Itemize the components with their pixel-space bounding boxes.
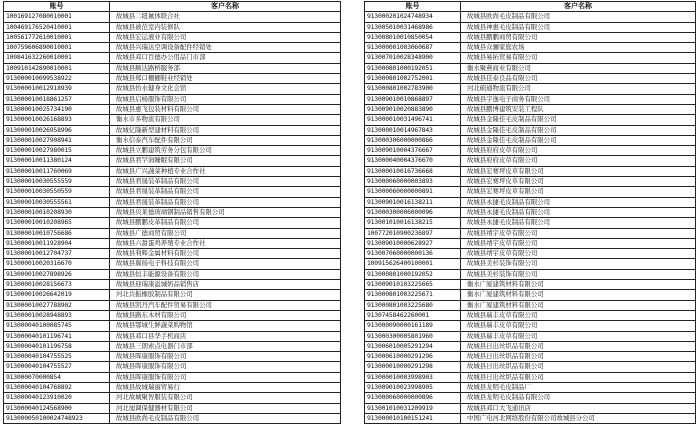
left-account-header: 账号 [4,2,110,12]
account-number: 913000040104755527 [4,362,110,372]
customer-name: 故城县美杉装饰有限公司 [461,259,696,269]
left-table-row [4,393,341,403]
customer-name: 故城县佳泰良品有限公司 [461,74,696,84]
account-number: 100759606890010001 [4,43,110,53]
customer-name: 衡水广厦建筑材料有限公司 [461,290,696,300]
customer-name: 河北旭调保健器材有限公司 [110,403,341,413]
customer-name: 衡水信泰汽车配件有限公司 [110,135,341,145]
account-number: 913000010011760069 [4,166,110,176]
right-table-row [365,238,696,248]
customer-name: 故城县晖康服饰有限公司 [110,352,341,362]
left-customer-header: 客户名称 [110,2,341,12]
left-table-row [4,32,341,42]
account-number: 913009010000628927 [365,238,461,248]
left-table-row [4,321,341,331]
customer-name: 故城县欧尚毛皮制品有限公司 [461,12,696,22]
right-table-row [365,84,696,94]
customer-name: 故城县惠飞包装材料有限公司 [110,104,341,114]
customer-name: 故城县宏赛坪皮草有限公司 [461,187,696,197]
account-number: 913000050100024748923 [4,413,110,423]
account-number: 913000010010208965 [4,218,110,228]
account-number: 913000040100085745 [4,321,110,331]
right-table-row [365,228,696,238]
customer-name: 故城县瑞丰皮草有限公司 [461,331,696,341]
account-number: 100841632260010001 [4,53,110,63]
right-table-row [365,372,696,382]
left-table-row [4,413,341,423]
account-number: 100469176520410001 [4,22,110,32]
account-number: 913006010005291294 [365,341,461,351]
account-number: 100561772610010001 [4,32,110,42]
account-number: 100910142890010001 [4,63,110,73]
right-table-row [365,352,696,362]
customer-name: 故城县宏赛坪皮草有限公司 [461,177,696,187]
account-number: 913000010027788902 [4,300,110,310]
customer-name: 故城县晖康服饰有限公司 [110,372,341,382]
customer-name: 故城县日出丝织品有限公司 [461,362,696,372]
right-table-row [365,125,696,135]
left-table-row [4,187,341,197]
right-table-row [365,187,696,197]
left-table-row [4,382,341,392]
account-number: 913000040004376670 [365,156,461,166]
left-table-row [4,310,341,320]
account-number: 100915626400100001 [365,259,461,269]
customer-name: 故城县三朗索点电器门市部 [110,341,341,351]
account-number: 913000010020316670 [4,259,110,269]
left-table-row [4,403,341,413]
left-table-row [4,12,341,22]
account-number: 913007060000000136 [365,249,461,259]
customer-name: 故城县靖宇皮草有限公司 [461,228,696,238]
left-table-row [4,228,341,238]
customer-name: 故城县宏赛坪皮草有限公司 [461,166,696,176]
right-table-row [365,310,696,320]
right-table-row [365,290,696,300]
left-table-row [4,218,341,228]
account-number: 913000001003060687 [365,43,461,53]
customer-name: 故城县启杨服饰有限公司 [110,94,341,104]
left-table-row [4,63,341,73]
account-number: 913000801003225680 [365,300,461,310]
right-table-row [365,249,696,259]
right-table-row [365,218,696,228]
account-number: 913000801000192051 [365,63,461,73]
right-table-row [365,63,696,73]
account-number: 913000070000854 [4,372,110,382]
left-table-row [4,341,341,351]
right-customer-header: 客户名称 [461,2,696,12]
account-number: 913000010030555561 [4,197,110,207]
customer-name: 故城县路东木材有限公司 [110,310,341,320]
right-table-row [365,12,696,22]
account-number: 913005010031468986 [365,22,461,32]
customer-name: 故城县晖康服饰有限公司 [110,362,341,372]
right-table-row [365,22,696,32]
customer-name: 故城县神惠毛皮制品有限公司 [461,22,696,32]
left-table-row [4,53,341,63]
account-number: 913000060000000896 [365,393,461,403]
customer-name: 故城县君晟装革制品有限公司 [110,197,341,207]
account-number: 91307458462260001 [365,310,461,320]
right-table-row [365,135,696,145]
left-table-row [4,74,341,84]
account-number: 913000010011380124 [4,156,110,166]
customer-name: 中国广电河北网络股份有限公司故城县分公司 [461,413,696,423]
right-table-row [365,321,696,331]
customer-name: 河北共振橡胶制品有限公司 [110,290,341,300]
customer-name: 故城县易拓贸易有限公司 [461,53,696,63]
right-table-row [365,166,696,176]
account-number: 913009010016138211 [365,197,461,207]
right-table-row [365,300,696,310]
customer-name: 故城县顺达路桥服务部 [110,63,341,73]
left-table-row [4,125,341,135]
right-table-row [365,146,696,156]
account-number: 913001010016138215 [365,218,461,228]
customer-name: 故城县龙明毛皮制品有限公司 [461,393,696,403]
left-table-row [4,146,341,156]
account-number: 913009010023998905 [365,382,461,392]
account-number: 913000010012918939 [4,84,110,94]
right-table-row [365,280,696,290]
customer-name: 故城县美杉装饰有限公司 [461,269,696,279]
right-table-row [365,74,696,84]
right-table-row [365,104,696,114]
right-table-row [365,115,696,125]
customer-name: 故城县永捷毛皮制品有限公司 [461,218,696,228]
customer-name: 故城县瑞丰皮草有限公司 [461,310,696,320]
customer-name: 故城县二纽氟体联合社 [110,12,341,22]
account-number: 913000010100151241 [365,413,461,423]
customer-name: 故城亿隆新型建材料有限公司 [110,125,341,135]
account-number: 913000040104768892 [4,382,110,392]
customer-name: 故城县故城瑞丽贸易行 [110,382,341,392]
customer-name: 故城县永捷毛皮制品有限公司 [461,207,696,217]
account-number: 913000040104755525 [4,352,110,362]
account-number: 913000010018861257 [4,94,110,104]
left-table-row [4,259,341,269]
account-number: 913000010030550559 [4,187,110,197]
left-table-row [4,94,341,104]
left-table-row [4,166,341,176]
left-account-table [3,1,341,424]
account-number: 913000610000291296 [365,352,461,362]
customer-name: 河北硕通物流有限公司 [461,84,696,94]
account-number: 913000010003998903 [365,372,461,382]
customer-name: 衡水聚燕商业有限公司 [461,63,696,73]
account-number: 913000010014967843 [365,125,461,135]
customer-name: 故城县广兴蔬菜种植专业合作社 [110,166,341,176]
customer-name: 故城县金隆佳毛皮制品有限公司 [461,135,696,145]
account-number: 913000010012704737 [4,249,110,259]
account-number: 913000010099538922 [4,74,110,84]
customer-name: 故城县日出丝织品有限公司 [461,372,696,382]
left-table-row [4,135,341,145]
left-table-row [4,177,341,187]
customer-name: 故城县郑口棚棚鞋业经销处 [110,74,341,84]
account-number: 913000040101196741 [4,331,110,341]
account-number: 913000300005801960 [365,331,461,341]
account-number: 913000010028156673 [4,280,110,290]
account-number: 913000010030555559 [4,177,110,187]
customer-name: 故城县被范室内装修队 [110,22,341,32]
right-table-row [365,177,696,187]
customer-name: 故城县六甜蛋鸡养殖专业合作社 [110,238,341,248]
right-table-row [365,413,696,423]
right-table-row [365,43,696,53]
left-header-row [4,2,341,12]
right-table-row [365,53,696,63]
account-number: 913000040101196758 [4,341,110,351]
customer-name: 故城县君罕润睡眠有限公司 [110,156,341,166]
customer-name: 故城县立鹏建筑劳务分包有限公司 [110,146,341,156]
account-number: 913000010010756686 [4,228,110,238]
right-table-row [365,403,696,413]
account-number: 913001010031209919 [365,403,461,413]
left-table-row [4,269,341,279]
customer-name: 故城县翼扬电子科技有限公司 [110,259,341,269]
right-table-row [365,331,696,341]
customer-name: 故城县日出丝织品有限公司 [461,341,696,351]
account-number: 913000306000000866 [365,135,461,145]
customer-name: 故城县鹏博建筑安装工程队 [461,104,696,114]
right-table-row [365,197,696,207]
customer-name: 故城县金隆佳毛皮制品有限公司 [461,125,696,135]
account-number: 913000010026168893 [4,115,110,125]
account-number: 913009010004376667 [365,146,461,156]
customer-name: 衡水市多物流有限公司 [110,115,341,125]
right-account-header: 账号 [365,2,461,12]
account-number: 913000801003225671 [365,290,461,300]
right-table-row [365,32,696,42]
account-number: 913000010026642019 [4,290,110,300]
left-table-row [4,84,341,94]
left-table-row [4,372,341,382]
right-account-table [364,1,696,424]
account-number: 913009010010868897 [365,94,461,104]
customer-name: 故城县金隆佳毛皮制品有限公司 [461,115,696,125]
customer-name: 故城县怡水健身文化会馆 [110,84,341,94]
left-table-row [4,156,341,166]
left-table-row [4,238,341,248]
customer-name: 故城县日出丝织品有限公司 [461,352,696,362]
right-table-row [365,341,696,351]
account-number: 913000060000003893 [365,177,461,187]
customer-name: 故城县鄂城生鲜蔬菜购物馆 [110,321,341,331]
customer-name: 故城县贝莱德玻璃钢制品销售有限公司 [110,207,341,217]
account-number: 913007010028348900 [365,53,461,63]
right-table-row [365,269,696,279]
account-number: 913000010010208930 [4,207,110,217]
account-number: 913000010000291298 [365,362,461,372]
customer-name: 故城县府府皮草有限公司 [461,156,696,166]
right-table-row [365,393,696,403]
left-table-row [4,362,341,372]
left-table-row [4,290,341,300]
account-number: 913000010027898926 [4,269,110,279]
customer-name: 故城县瑞丰皮草有限公司 [461,321,696,331]
left-table-row [4,115,341,125]
account-number: 913000090000161189 [365,321,461,331]
account-number: 913000801002783900 [365,84,461,94]
account-number: 913000040123910020 [4,393,110,403]
account-number: 913000801000192052 [365,269,461,279]
right-header-row [365,2,696,12]
customer-name: 故城县君晟装革制品有限公司 [110,187,341,197]
account-number: 913000010011928904 [4,238,110,248]
left-table-row [4,207,341,217]
left-table-row [4,280,341,290]
account-number: 913009010020883890 [365,104,461,114]
customer-name: 故城县邓口大飞通讯店 [461,403,696,413]
customer-name: 故城县利辉金属材料有限公司 [110,249,341,259]
account-number: 913000010027980015 [4,146,110,156]
account-number: 913000801002752001 [365,74,461,84]
customer-name: 故城县鹏鹏商贸有限公司 [461,32,696,42]
account-number: 913000040124568900 [4,403,110,413]
right-table-row [365,362,696,372]
customer-name: 故城县永捷毛皮制品有限公司 [461,197,696,207]
customer-name: 故城县龙明毛皮制品厂 [461,382,696,392]
right-table-row [365,259,696,269]
customer-name: 故城县鹏鹏皮革制品有限公司 [110,218,341,228]
account-number: 913000010025734190 [4,104,110,114]
account-number: 913008010010850054 [365,32,461,42]
left-table-row [4,22,341,32]
customer-name: 故城县君晟装革制品有限公司 [110,177,341,187]
account-number: 100169127080010001 [4,12,110,22]
customer-name: 故城县凯丹汽车配件贸易有限公司 [110,300,341,310]
customer-name: 故城县靖宇皮草有限公司 [461,238,696,248]
customer-name: 故城县邓口百德办公用品门市部 [110,53,341,63]
account-number: 913000060000000891 [365,187,461,197]
right-table-row [365,207,696,217]
customer-name: 故城县邓口县华手机商店 [110,331,341,341]
customer-name: 故城县兴瑞达空调设备配件经销处 [110,43,341,53]
account-number: 913000010026958996 [4,125,110,135]
customer-name: 河北故城聚智服装有限公司 [110,393,341,403]
customer-name: 故城县广德商贸有限公司 [110,228,341,238]
left-table-row [4,352,341,362]
customer-name: 衡水广厦建筑材料有限公司 [461,300,696,310]
account-number: 913000300006000096 [365,207,461,217]
left-table-row [4,249,341,259]
left-table-row [4,331,341,341]
customer-name: 故城县府府皮草有限公司 [461,146,696,156]
account-number: 913000010016736668 [365,166,461,176]
left-table-row [4,300,341,310]
account-number: 913000201024748934 [365,12,461,22]
account-number: 913000010028948893 [4,310,110,320]
customer-name: 故城县迎瑞康溢城奶品销售店 [110,280,341,290]
customer-name: 故城县恒丰能源设备有限公司 [110,269,341,279]
customer-name: 故城县宇逸电子商务有限公司 [461,94,696,104]
customer-name: 故城县欧尚毛皮制品有限公司 [110,413,341,423]
customer-name: 故城县宏运液业有限公司 [110,32,341,42]
left-table-row [4,104,341,114]
left-table-row [4,43,341,53]
account-number: 913000010031496741 [365,115,461,125]
right-table-row [365,382,696,392]
left-table-row [4,197,341,207]
right-table-row [365,156,696,166]
customer-name: 故城县众骊家庭农场 [461,43,696,53]
right-table-row [365,94,696,104]
customer-name: 衡水广厦建筑材料有限公司 [461,280,696,290]
account-number: 100772010900236897 [365,228,461,238]
customer-name: 故城县靖宇皮草有限公司 [461,249,696,259]
account-number: 913000010027908941 [4,135,110,145]
account-number: 913009010103225665 [365,280,461,290]
